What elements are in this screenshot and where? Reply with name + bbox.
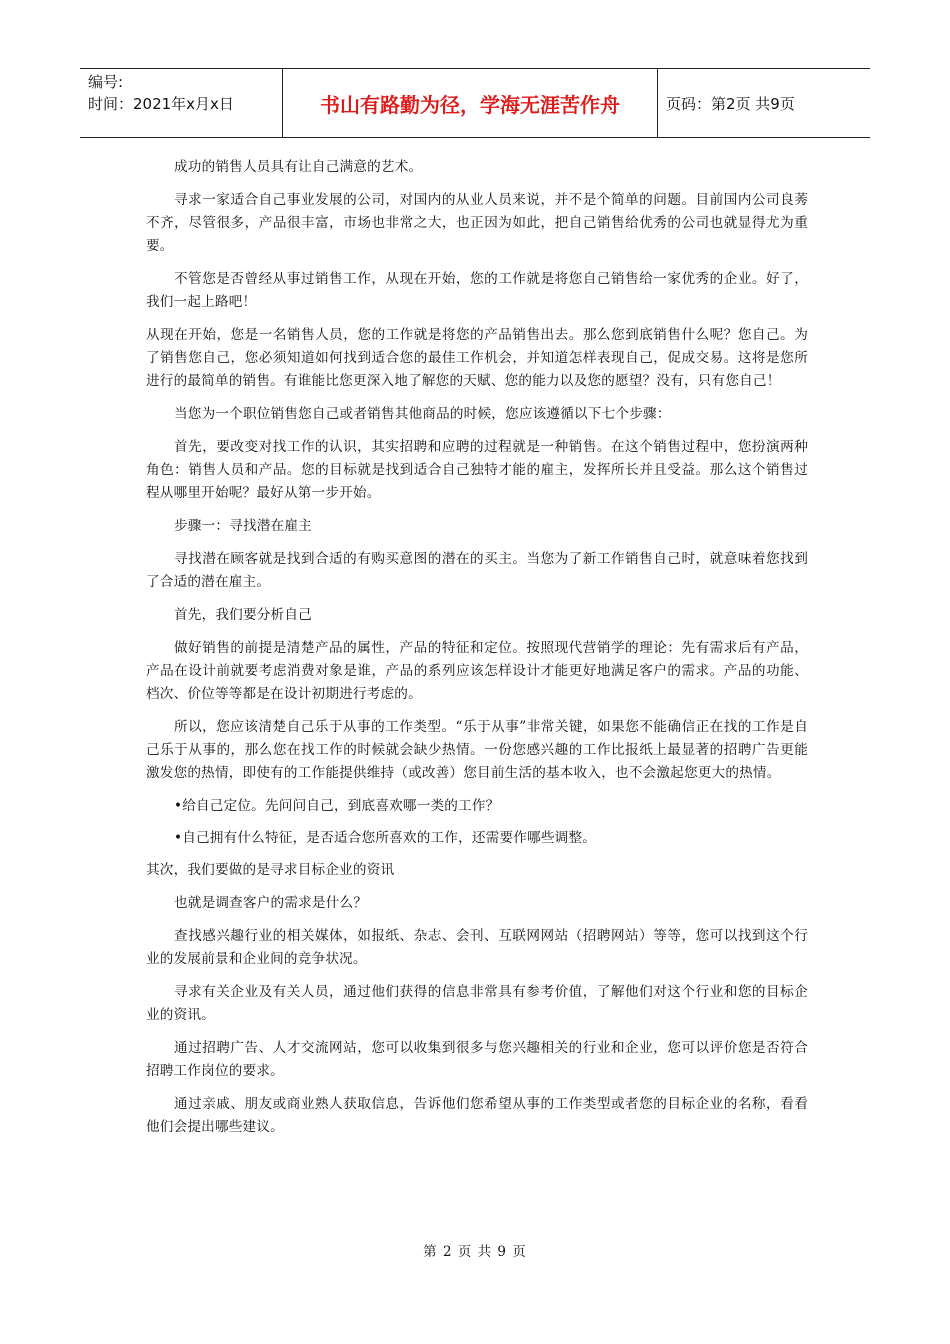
number-label: 编号: bbox=[88, 73, 124, 91]
section-heading: 其次，我们要做的是寻求目标企业的资讯 bbox=[146, 862, 395, 878]
paragraph: 通过招聘广告、人才交流网站，您可以收集到很多与您兴趣相关的行业和企业，您可以评价您是否符合招聘工作岗位的要求。 bbox=[146, 1040, 808, 1079]
paragraph: 也就是调查客户的需求是什么？ bbox=[174, 895, 368, 911]
step-heading: 步骤一：寻找潜在雇主 bbox=[174, 518, 312, 534]
paragraph: 所以，您应该清楚自己乐于从事的工作类型。“乐于从事”非常关键，如果您不能确信正在找的工作是自己乐于从事的，那么您在找工作的时候就会缺少热情。一份您感兴趣的工作比报纸上最显著的招聘广告更能激发您的热情，即使有的工作能提供维持（或改善）您目前生活的基本收入，也不会激起您更大的热情。 bbox=[146, 719, 808, 781]
bullet-item: •自己拥有什么特征，是否适合您所喜欢的工作，还需要作哪些调整。 bbox=[174, 830, 597, 846]
bullet-item: •给自己定位。先问问自己，到底喜欢哪一类的工作？ bbox=[174, 798, 500, 814]
paragraph: 做好销售的前提是清楚产品的属性，产品的特征和定位。按照现代营销学的理论：先有需求后有产品，产品在设计前就要考虑消费对象是谁，产品的系列应该怎样设计才能更好地满足客户的需求。产品的功能、档次、价位等等都是在设计初期进行考虑的。 bbox=[146, 640, 808, 702]
header-motto: 书山有路勤为径，学海无涯苦作舟 bbox=[282, 69, 658, 137]
time-label: 时间：2021年x月x日 bbox=[88, 95, 234, 113]
paragraph: 寻求有关企业及有关人员，通过他们获得的信息非常具有参考价值，了解他们对这个行业和您的目标企业的资讯。 bbox=[146, 984, 808, 1023]
paragraph: 查找感兴趣行业的相关媒体，如报纸、杂志、会刊、互联网网站（招聘网站）等等，您可以找到这个行业的发展前景和企业间的竞争状况。 bbox=[146, 928, 808, 967]
paragraph: 通过亲戚、朋友或商业熟人获取信息，告诉他们您希望从事的工作类型或者您的目标企业的名称，看看他们会提出哪些建议。 bbox=[146, 1096, 808, 1135]
header-page-label: 页码：第2页 共9页 bbox=[666, 94, 795, 113]
paragraph: 寻找潜在顾客就是找到合适的有购买意图的潜在的买主。当您为了新工作销售自己时，就意味着您找到了合适的潜在雇主。 bbox=[146, 551, 808, 590]
paragraph: 当您为一个职位销售您自己或者销售其他商品的时候，您应该遵循以下七个步骤： bbox=[174, 406, 671, 422]
paragraph: 首先，要改变对找工作的认识，其实招聘和应聘的过程就是一种销售。在这个销售过程中，您扮演两种角色：销售人员和产品。您的目标就是找到适合自己独特才能的雇主，发挥所长并且受益。那么这个销售过程从哪里开始呢？最好从第一步开始。 bbox=[146, 439, 808, 501]
paragraph: 不管您是否曾经从事过销售工作，从现在开始，您的工作就是将您自己销售给一家优秀的企业。好了，我们一起上路吧！ bbox=[146, 271, 808, 310]
page-footer: 第 2 页 共 9 页 bbox=[423, 1244, 527, 1260]
paragraph: 寻求一家适合自己事业发展的公司，对国内的从业人员来说，并不是个简单的问题。目前国内公司良莠不齐，尽管很多，产品很丰富，市场也非常之大，也正因为如此，把自己销售给优秀的公司也就显得尤为重要。 bbox=[146, 192, 808, 254]
paragraph: 从现在开始，您是一名销售人员，您的工作就是将您的产品销售出去。那么您到底销售什么呢？您自己。为了销售您自己，您必须知道如何找到适合您的最佳工作机会，并知道怎样表现自己，促成交易。这将是您所进行的最简单的销售。有谁能比您更深入地了解您的天赋、您的能力以及您的愿望？没有，只有您自己！ bbox=[146, 327, 808, 389]
paragraph: 成功的销售人员具有让自己满意的艺术。 bbox=[174, 159, 423, 175]
page-header bbox=[80, 68, 870, 138]
header-meta bbox=[80, 69, 282, 137]
document-body bbox=[146, 156, 808, 1149]
section-heading: 首先，我们要分析自己 bbox=[174, 607, 312, 623]
